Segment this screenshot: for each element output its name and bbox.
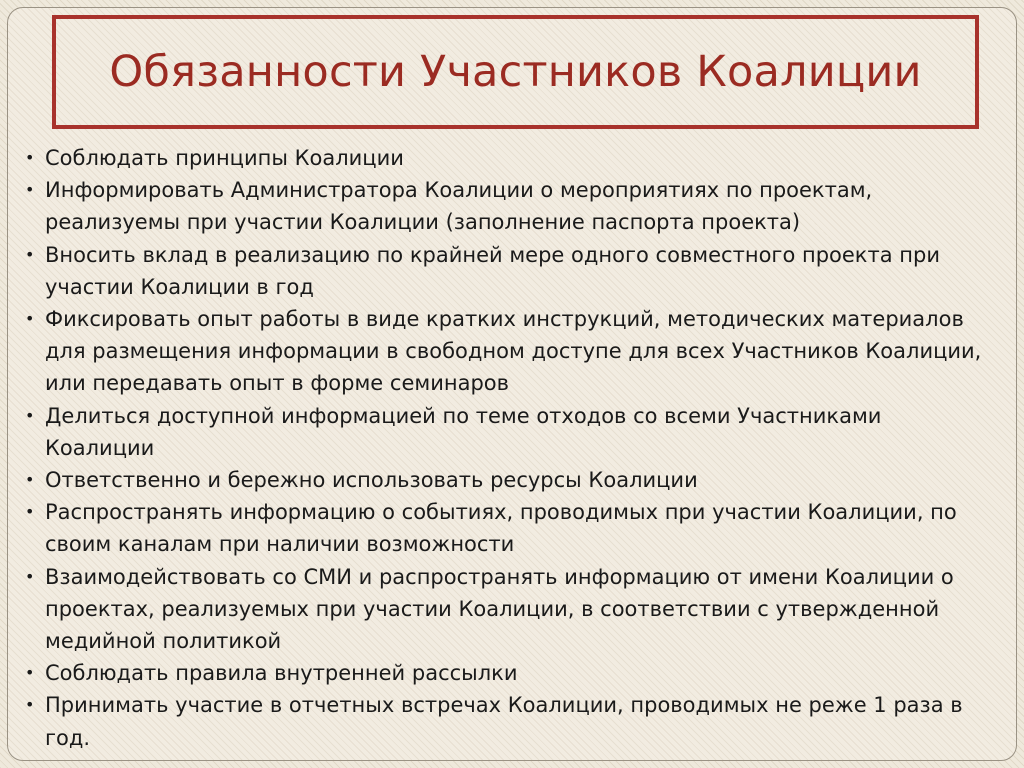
bullet-text: Делиться доступной информацией по теме отходов со всеми Участниками Коалиции <box>45 403 882 460</box>
bullet-text: Вносить вклад в реализацию по крайней мере одного совместного проекта при участии Коалиции в год <box>45 242 940 299</box>
bullet-text: Взаимодействовать со СМИ и распространять информацию от имени Коалиции о проектах, реализуемых при участии Коалиции, в соответствии с утвержденной медийной политикой <box>45 564 954 654</box>
bullet-dot: • <box>25 405 35 425</box>
bullet-item <box>18 464 993 496</box>
slide-title: Обязанности Участников Коалиции <box>109 47 922 97</box>
content-area <box>18 142 993 754</box>
bullet-item <box>18 689 993 753</box>
bullet-text: Информировать Администратора Коалиции о мероприятиях по проектам, реализуемы при участии Коалиции (заполнение паспорта проекта) <box>45 178 873 235</box>
bullet-item <box>18 561 993 658</box>
bullet-dot: • <box>25 566 35 586</box>
bullet-text: Ответственно и бережно использовать ресурсы Коалиции <box>45 468 698 493</box>
bullet-item <box>18 400 993 464</box>
bullet-dot: • <box>25 663 35 683</box>
bullet-text: Распространять информацию о событиях, проводимых при участии Коалиции, по своим каналам при наличии возможности <box>45 500 957 557</box>
bullet-dot: • <box>25 180 35 200</box>
bullet-dot: • <box>25 470 35 490</box>
bullet-text: Соблюдать принципы Коалиции <box>45 146 404 170</box>
bullet-dot: • <box>25 309 35 329</box>
bullet-text: Соблюдать правила внутренней рассылки <box>45 661 518 686</box>
bullet-text: Принимать участие в отчетных встречах Коалиции, проводимых не реже 1 раза в год. <box>45 693 963 750</box>
bullet-item <box>18 657 993 689</box>
title-box <box>52 15 979 129</box>
bullet-dot: • <box>25 502 35 522</box>
bullet-item <box>18 496 993 560</box>
bullet-item <box>18 239 993 303</box>
bullet-dot: • <box>25 148 35 167</box>
bullet-dot: • <box>25 244 35 264</box>
bullet-dot: • <box>25 695 35 715</box>
bullet-list <box>18 142 993 754</box>
bullet-item <box>18 303 993 400</box>
bullet-item <box>18 142 993 174</box>
bullet-item <box>18 174 993 238</box>
bullet-text: Фиксировать опыт работы в виде кратких инструкций, методических материалов для размещения информации в свободном доступе для всех Участников Коалиции, или передавать опыт в форме семинаров <box>45 307 982 396</box>
